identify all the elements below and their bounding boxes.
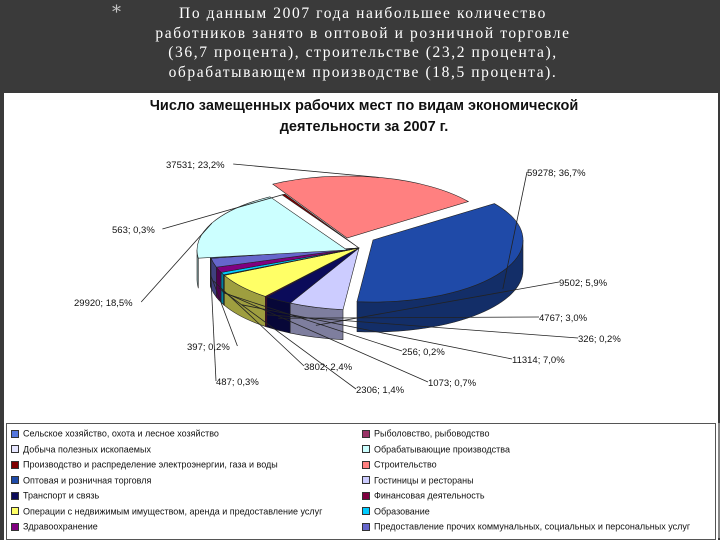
legend-label: Строительство (374, 459, 437, 470)
chart-area (4, 93, 718, 540)
data-label: 1073; 0,7% (428, 378, 477, 389)
legend-label: Производство и распределение электроэнергии, газа и воды (23, 459, 278, 470)
legend-item (362, 475, 474, 491)
data-label: 29920; 18,5% (74, 298, 133, 309)
legend-label: Сельское хозяйство, охота и лесное хозяйство (23, 428, 219, 439)
legend-item (362, 428, 489, 444)
legend-swatch (11, 476, 19, 484)
leader-line (233, 164, 378, 177)
data-label: 37531; 23,2% (166, 160, 225, 171)
slide-text-line: По данным 2007 года наибольшее количество (179, 5, 547, 22)
chart-legend (6, 423, 716, 540)
chart-title-line: деятельности за 2007 г. (279, 119, 449, 135)
legend-label: Образование (374, 506, 430, 517)
data-label: 9502; 5,9% (559, 278, 608, 289)
legend-item (11, 444, 151, 460)
slide-text (108, 4, 618, 82)
legend-swatch (11, 523, 19, 531)
pie-chart (4, 93, 718, 423)
legend-item (11, 428, 219, 444)
legend-swatch (11, 461, 19, 469)
legend-label: Транспорт и связь (23, 490, 100, 501)
legend-label: Финансовая деятельность (374, 490, 485, 501)
data-label: 487; 0,3% (216, 377, 259, 388)
legend-swatch (362, 430, 370, 438)
legend-label: Здравоохранение (23, 521, 98, 532)
slide-text-line: обрабатывающем производстве (18,5 процента). (168, 63, 558, 81)
legend-item (11, 490, 99, 506)
legend-swatch (362, 476, 370, 484)
legend-item (362, 490, 485, 506)
legend-swatch (362, 461, 370, 469)
legend-label: Операции с недвижимым имуществом, аренда и предоставление услуг (23, 506, 323, 517)
legend-label: Добыча полезных ископаемых (23, 444, 151, 455)
legend-swatch (362, 445, 370, 453)
legend-item (362, 459, 437, 475)
data-label: 3802; 2,4% (304, 362, 353, 373)
data-label: 326; 0,2% (578, 334, 621, 345)
legend-label: Оптовая и розничная торговля (23, 475, 152, 486)
bullet-icon: * (112, 2, 121, 23)
legend-swatch (11, 507, 19, 515)
legend-label: Гостиницы и рестораны (374, 475, 474, 486)
legend-item (362, 506, 430, 522)
legend-swatch (362, 507, 370, 515)
data-label: 4767; 3,0% (539, 313, 588, 324)
legend-swatch (362, 523, 370, 531)
legend-label: Обрабатывающие производства (374, 444, 510, 455)
legend-item (11, 521, 98, 537)
legend-label: Рыболовство, рыбоводство (374, 428, 490, 439)
data-label: 563; 0,3% (112, 225, 155, 236)
legend-item (362, 444, 510, 460)
legend-item (11, 459, 278, 475)
legend-swatch (11, 492, 19, 500)
data-label: 59278; 36,7% (527, 168, 586, 179)
legend-label: Предоставление прочих коммунальных, социальных и персональных услуг (374, 521, 691, 532)
slide-header (0, 0, 720, 92)
data-label: 2306; 1,4% (356, 385, 405, 396)
legend-item (11, 475, 151, 491)
chart-title-line: Число замещенных рабочих мест по видам экономической (149, 98, 579, 114)
legend-swatch (11, 445, 19, 453)
legend-item (11, 506, 322, 522)
data-label: 397; 0,2% (187, 342, 230, 353)
data-label: 256; 0,2% (402, 347, 445, 358)
legend-swatch (362, 492, 370, 500)
legend-swatch (11, 430, 19, 438)
data-label: 11314; 7,0% (512, 355, 565, 366)
legend-item (362, 521, 690, 537)
slide-text-line: (36,7 процента), строительстве (23,2 процента), (168, 44, 558, 61)
slide-text-line: работников занято в оптовой и розничной торговле (155, 24, 571, 42)
